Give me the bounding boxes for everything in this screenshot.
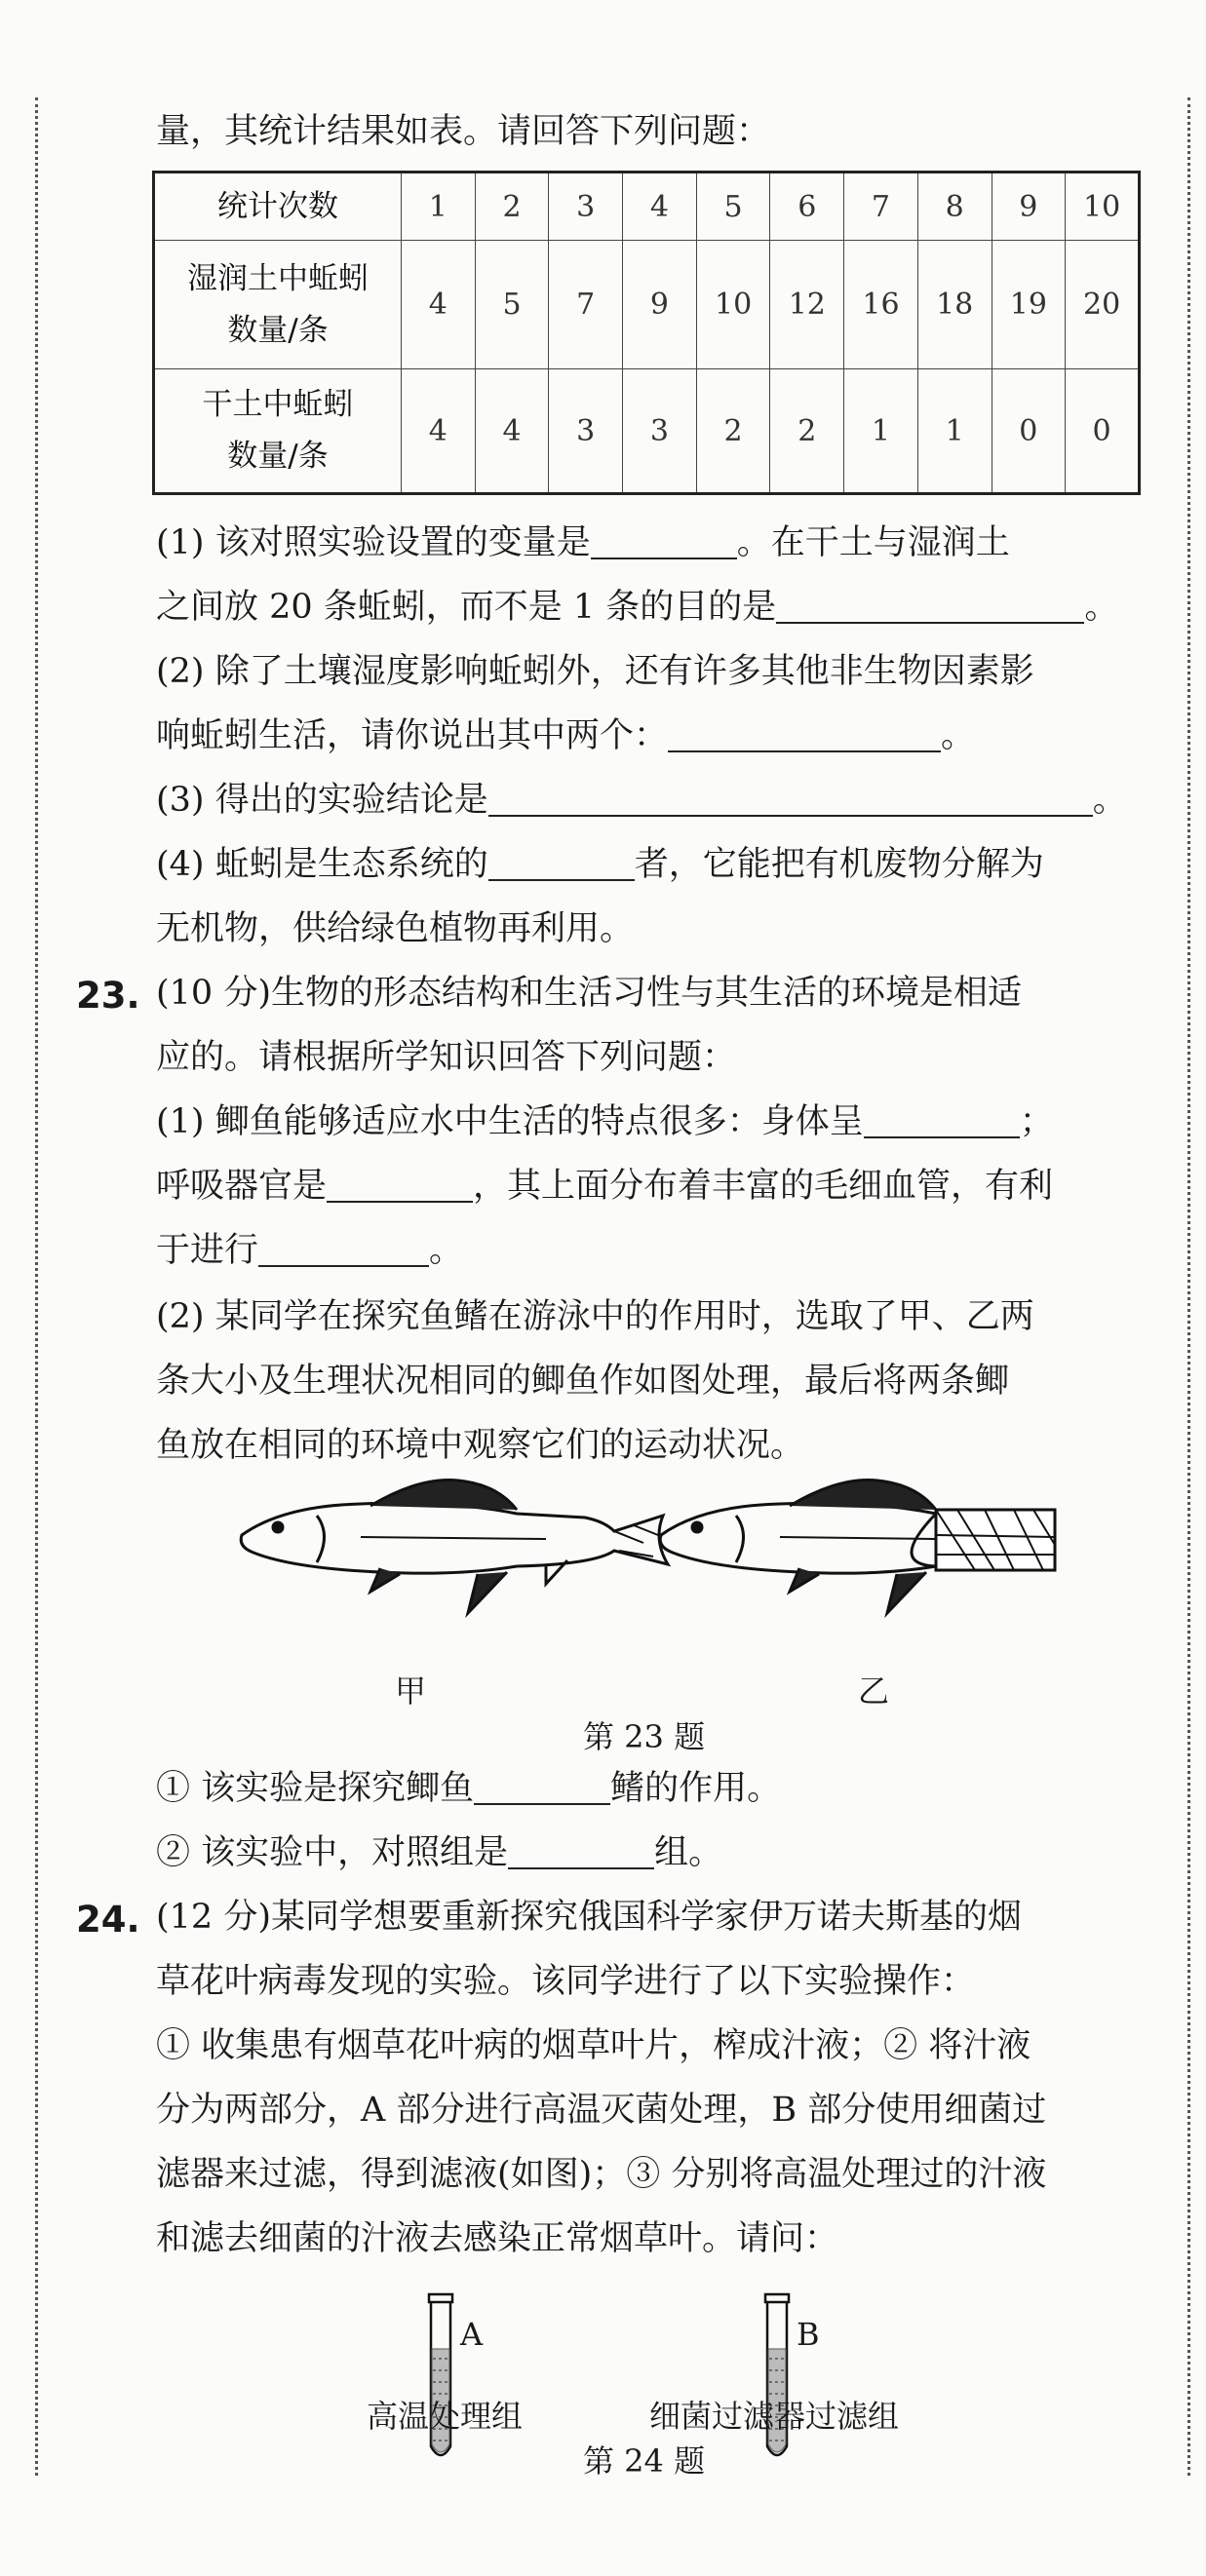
- question-number-23: 23.: [76, 975, 140, 1017]
- table-cell: 19: [992, 241, 1066, 369]
- q23-s1-text-b: 鳍的作用。: [610, 1769, 782, 1808]
- table-cell: 10: [1066, 173, 1140, 241]
- q23-s2-text-a: ② 该实验中，对照组是: [156, 1833, 509, 1872]
- row-label-line2: 数量/条: [227, 312, 329, 348]
- q23-s1-text-a: ① 该实验是探究鲫鱼: [156, 1769, 475, 1808]
- q23-sub1: [156, 1769, 782, 1808]
- q22-p1-text-c: 之间放 20 条蚯蚓，而不是 1 条的目的是: [156, 588, 777, 627]
- earthworm-count-table: [152, 171, 1141, 495]
- table-cell: 2: [696, 369, 770, 494]
- fish-figure: [224, 1467, 1072, 1642]
- answer-blank[interactable]: [488, 784, 1093, 817]
- table-cell: 12: [770, 241, 844, 369]
- table-cell: 9: [992, 173, 1066, 241]
- q23-p1-text-d: ，其上面分布着丰富的毛细血管，有利: [473, 1167, 1054, 1206]
- table-cell: 3: [623, 369, 697, 494]
- q22-part2-line2: [156, 716, 976, 755]
- q24-line4: 分为两部分，A 部分进行高温灭菌处理，B 部分使用细菌过: [156, 2091, 1047, 2130]
- question-number-24: 24.: [76, 1899, 140, 1941]
- table-cell: 7: [549, 241, 623, 369]
- q24-line1: (12 分)某同学想要重新探究俄国科学家伊万诺夫斯基的烟: [156, 1898, 1022, 1937]
- q22-part1-line1: [156, 523, 1010, 562]
- q23-p1-text-f: 。: [429, 1231, 464, 1270]
- row-label-line2: 数量/条: [227, 439, 329, 474]
- answer-blank[interactable]: [327, 1170, 473, 1203]
- table-cell: 2: [770, 369, 844, 494]
- q22-p4-text-a: (4) 蚯蚓是生态系统的: [156, 845, 488, 884]
- q24-line3: ① 收集患有烟草花叶病的烟草叶片，榨成汁液；② 将汁液: [156, 2026, 1031, 2065]
- q22-p2-text-c: 。: [941, 716, 976, 755]
- table-cell: 8: [917, 173, 992, 241]
- table-cell: 4: [402, 241, 476, 369]
- q23-line2: 应的。请根据所学知识回答下列问题：: [156, 1038, 737, 1077]
- table-cell: 9: [623, 241, 697, 369]
- tube-b-label: B: [797, 2316, 820, 2353]
- table-row: [154, 369, 1140, 494]
- table-cell: 3: [549, 369, 623, 494]
- answer-blank[interactable]: [591, 526, 737, 559]
- fish-jia-label: 甲: [395, 1672, 427, 1710]
- q22-p3-text-a: (3) 得出的实验结论是: [156, 781, 488, 820]
- q24-line5: 滤器来过滤，得到滤液(如图)；③ 分别将高温处理过的汁液: [156, 2155, 1047, 2194]
- table-cell: 1: [402, 173, 476, 241]
- row-label: [154, 241, 402, 369]
- q22-p1-text-a: (1) 该对照实验设置的变量是: [156, 523, 591, 562]
- answer-blank[interactable]: [258, 1234, 429, 1267]
- q23-p1-text-c: 呼吸器官是: [156, 1167, 328, 1206]
- table-header-row: [154, 173, 1140, 241]
- q23-part1-line2: [156, 1167, 1054, 1206]
- table-header-label: 统计次数: [154, 173, 402, 241]
- row-label-line1: 湿润土中蚯蚓: [187, 260, 369, 296]
- row-label-line1: 干土中蚯蚓: [202, 387, 354, 423]
- q23-part1-line3: [156, 1231, 464, 1270]
- table-cell: 3: [549, 173, 623, 241]
- q22-part3: [156, 781, 1127, 820]
- fish-yi-drawing: [660, 1480, 1055, 1613]
- q22-part4-line1: [156, 845, 1044, 884]
- q22-part1-line2: [156, 588, 1119, 627]
- table-cell: 18: [917, 241, 992, 369]
- answer-blank[interactable]: [864, 1105, 1020, 1138]
- tube-a-label: A: [460, 2316, 484, 2353]
- table-cell: 10: [696, 241, 770, 369]
- q22-part2-line1: (2) 除了土壤湿度影响蚯蚓外，还有许多其他非生物因素影: [156, 652, 1034, 691]
- q24-line2: 草花叶病毒发现的实验。该同学进行了以下实验操作：: [156, 1962, 976, 2001]
- table-cell: 4: [623, 173, 697, 241]
- table-cell: 4: [402, 369, 476, 494]
- q23-s2-text-b: 组。: [654, 1833, 723, 1872]
- figure-caption-23: 第 23 题: [583, 1718, 706, 1755]
- group-b-label: 细菌过滤器过滤组: [649, 2398, 900, 2435]
- q23-part2-line2: 条大小及生理状况相同的鲫鱼作如图处理，最后将两条鲫: [156, 1362, 1010, 1401]
- q23-p1-text-b: ；: [1019, 1102, 1054, 1141]
- q23-p1-text-a: (1) 鲫鱼能够适应水中生活的特点很多：身体呈: [156, 1102, 864, 1141]
- table-cell: 0: [1066, 369, 1140, 494]
- table-cell: 6: [770, 173, 844, 241]
- q23-line1: (10 分)生物的形态结构和生活习性与其生活的环境是相适: [156, 974, 1022, 1013]
- left-dotted-margin: [35, 97, 38, 2476]
- group-a-label: 高温处理组: [367, 2398, 524, 2435]
- answer-blank[interactable]: [776, 591, 1084, 624]
- row-label: [154, 369, 402, 494]
- answer-blank[interactable]: [668, 719, 941, 752]
- q22-part4-line2: 无机物，供给绿色植物再利用。: [156, 909, 635, 948]
- q23-part1-line1: [156, 1102, 1054, 1141]
- table-cell: 7: [844, 173, 918, 241]
- q22-p4-text-b: 者，它能把有机废物分解为: [634, 845, 1044, 884]
- fish-yi-label: 乙: [858, 1672, 890, 1710]
- right-dotted-margin: [1187, 97, 1190, 2476]
- q23-sub2: [156, 1833, 723, 1872]
- q24-line6: 和滤去细菌的汁液去感染正常烟草叶。请问：: [156, 2219, 839, 2258]
- table-cell: 20: [1066, 241, 1140, 369]
- q22-p3-text-b: 。: [1092, 781, 1127, 820]
- table-row: [154, 241, 1140, 369]
- fish-jia-drawing: [241, 1480, 668, 1613]
- intro-text: 量，其统计结果如表。请回答下列问题：: [156, 112, 771, 151]
- q22-p2-text-b: 响蚯蚓生活，请你说出其中两个：: [156, 716, 669, 755]
- q22-p1-text-d: 。: [1084, 588, 1119, 627]
- table-cell: 5: [475, 241, 549, 369]
- table-cell: 2: [475, 173, 549, 241]
- table-cell: 4: [475, 369, 549, 494]
- q23-p1-text-e: 于进行: [156, 1231, 259, 1270]
- table-cell: 1: [917, 369, 992, 494]
- answer-blank[interactable]: [508, 1836, 654, 1869]
- table-cell: 1: [844, 369, 918, 494]
- q23-part2-line3: 鱼放在相同的环境中观察它们的运动状况。: [156, 1426, 805, 1465]
- q23-part2-line1: (2) 某同学在探究鱼鳍在游泳中的作用时，选取了甲、乙两: [156, 1297, 1034, 1336]
- figure-caption-24: 第 24 题: [583, 2442, 706, 2480]
- table-cell: 5: [696, 173, 770, 241]
- answer-blank[interactable]: [488, 848, 635, 881]
- q22-p1-text-b: 。在干土与湿润土: [736, 523, 1010, 562]
- answer-blank[interactable]: [474, 1772, 610, 1805]
- table-cell: 0: [992, 369, 1066, 494]
- table-cell: 16: [844, 241, 918, 369]
